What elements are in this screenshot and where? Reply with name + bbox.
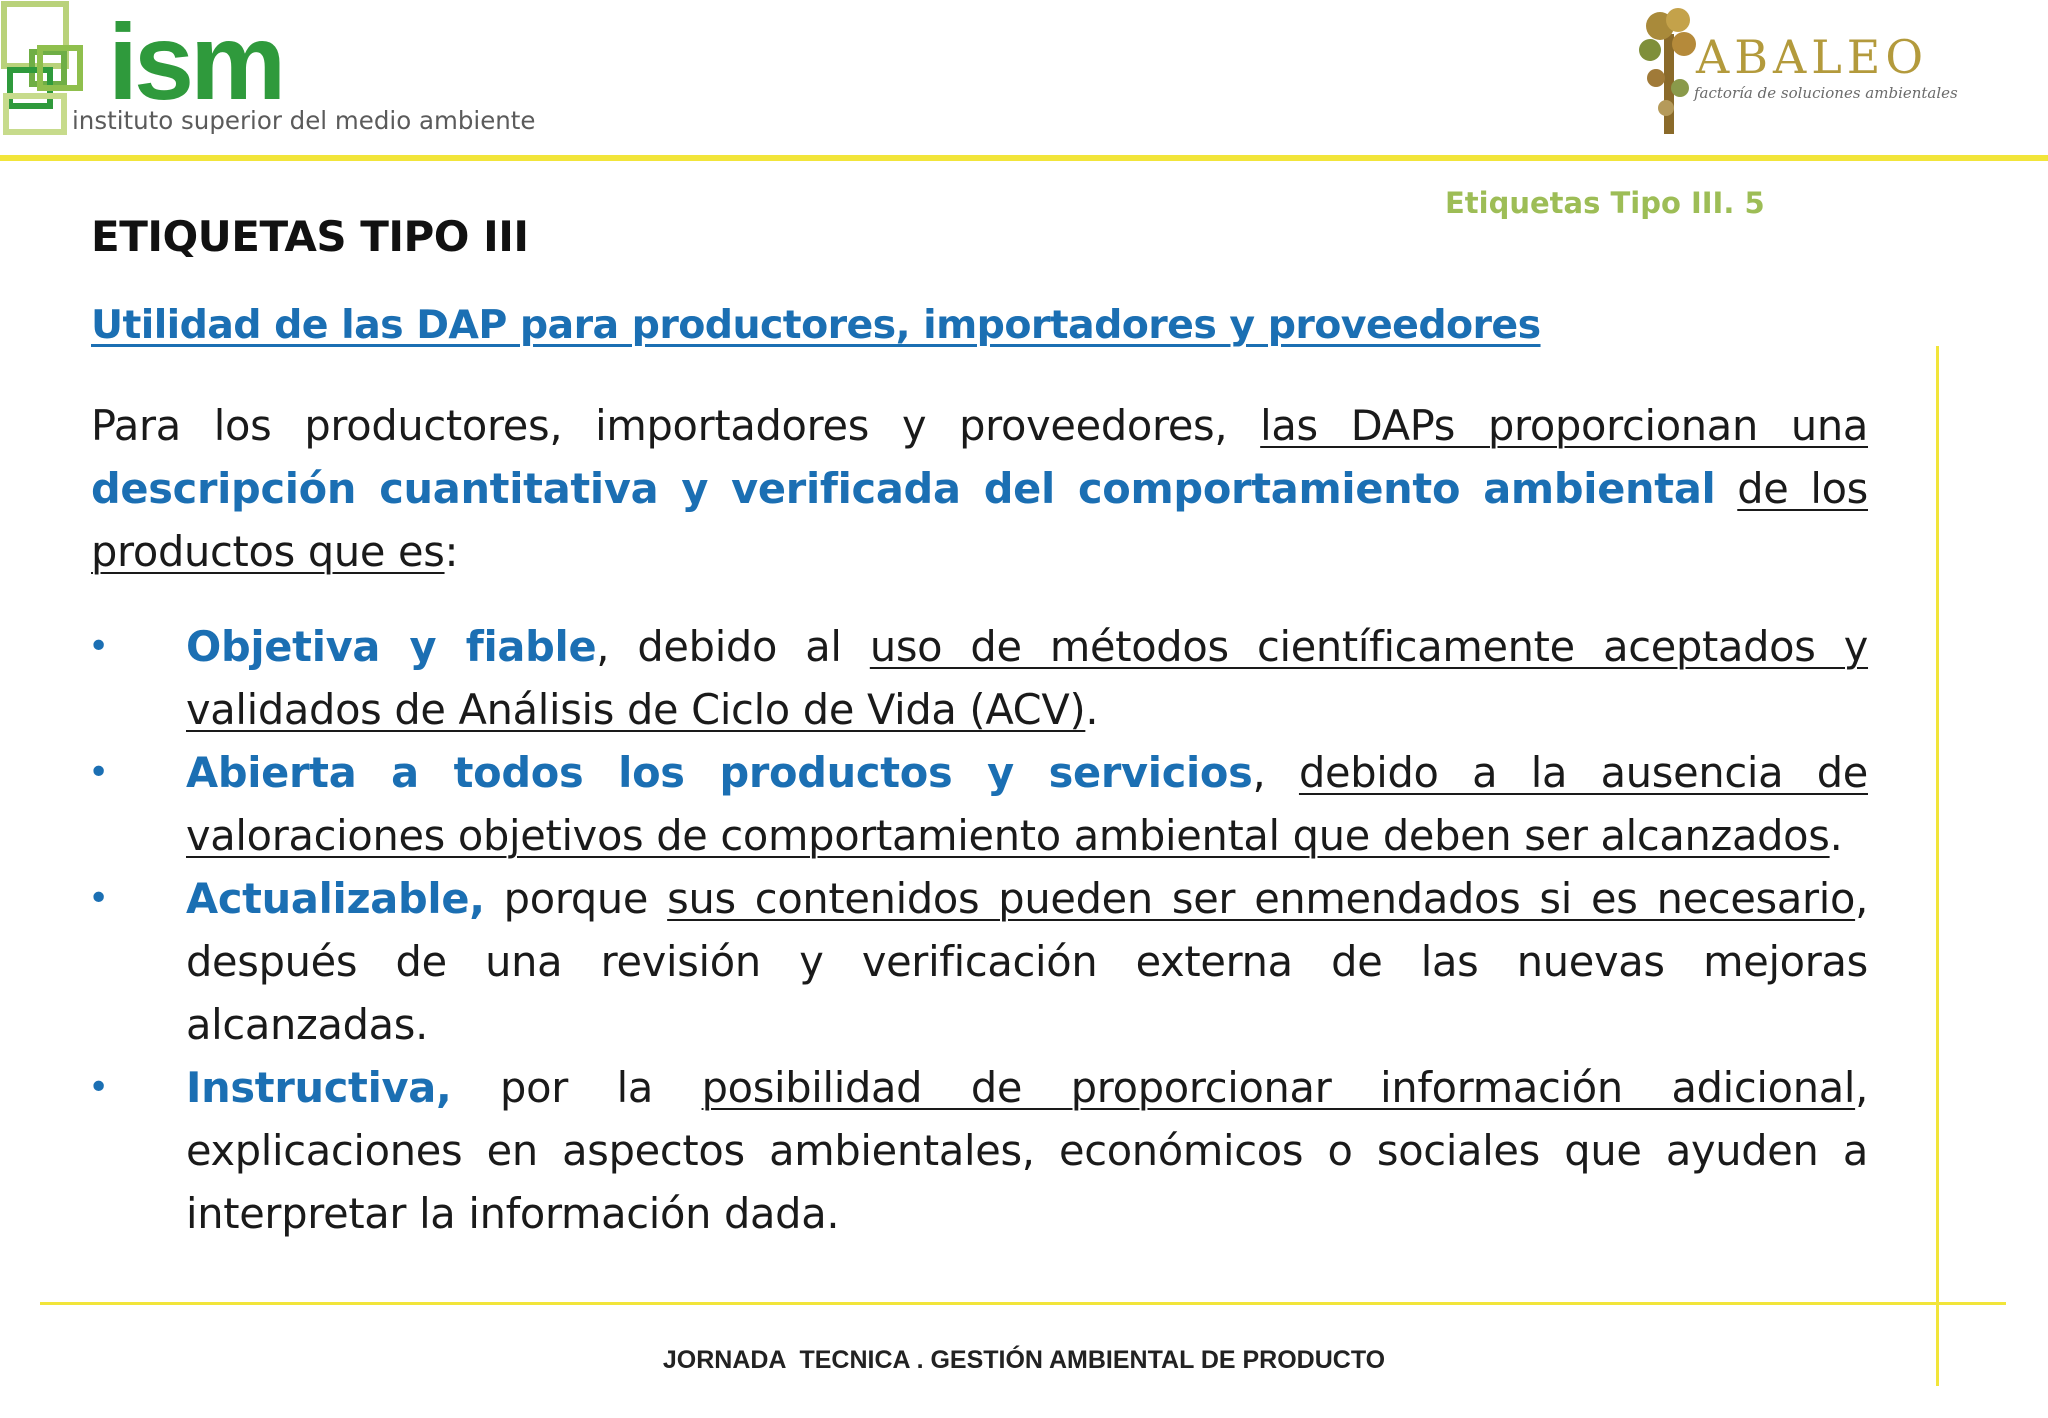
right-border-line	[1936, 346, 1939, 1386]
list-item	[0, 741, 2048, 867]
bullet-underlined: posibilidad de proporcionar información adicional	[701, 1063, 1856, 1112]
list-item	[0, 867, 2048, 1056]
bullet-list	[0, 615, 2048, 1245]
intro-underlined-text: de los productos que es	[91, 464, 1868, 576]
bullet-text: Abierta a todos los productos y servicios, debido a la ausencia de valoraciones objetivos de comportamiento ambiental que deben ser alcanzados.	[186, 748, 1868, 860]
ism-logo	[0, 0, 540, 145]
slide-title: ETIQUETAS TIPO III	[91, 212, 529, 261]
bullet-text: Objetiva y fiable, debido al uso de métodos científicamente aceptados y validados de Análisis de Ciclo de Vida (ACV).	[186, 622, 1869, 734]
intro-paragraph: Para los productores, importadores y proveedores, las DAPs proporcionan una descripción cuantitativa y verificada del comportamiento ambiental de los productos que es:	[91, 401, 1868, 576]
bullet-bold: Instructiva,	[186, 1063, 452, 1112]
bullet-icon: •	[88, 626, 110, 667]
bullet-bold: Objetiva y fiable	[186, 622, 597, 671]
footer-divider	[40, 1302, 2006, 1305]
bullet-bold: Abierta a todos los productos y servicios	[186, 748, 1253, 797]
bullet-text: Instructiva, por la posibilidad de proporcionar información adicional, explicaciones en aspectos ambientales, económicos o sociales que ayuden a interpretar la información dada.	[186, 1063, 1868, 1238]
intro-text: Para los productores, importadores y proveedores,	[91, 401, 1261, 450]
bullet-text: Actualizable, porque sus contenidos pueden ser enmendados si es necesario, después de una revisión y verificación externa de las nuevas mejoras alcanzadas.	[186, 874, 1868, 1049]
header-divider	[0, 155, 2048, 161]
bullet-underlined: uso de métodos científicamente aceptados y validados de Análisis de Ciclo de Vida (ACV)	[186, 622, 1869, 734]
intro-underlined-text: las DAPs proporcionan una	[1260, 401, 1868, 450]
list-item	[0, 615, 2048, 741]
list-item	[0, 1056, 2048, 1245]
bullet-icon: •	[88, 1067, 110, 1108]
intro-highlight: descripción cuantitativa y verificada del comportamiento ambiental	[91, 464, 1716, 513]
ism-logo-subtitle: instituto superior del medio ambiente	[72, 106, 536, 135]
abaleo-logo-tagline: factoría de soluciones ambientales	[1694, 84, 1958, 102]
bullet-underlined: sus contenidos pueden ser enmendados si es necesario	[667, 874, 1856, 923]
abaleo-logo-text: ABALEO	[1696, 30, 1929, 84]
slide-subtitle: Utilidad de las DAP para productores, importadores y proveedores	[91, 302, 1541, 348]
footer-text: JORNADA TECNICA . GESTIÓN AMBIENTAL DE PRODUCTO	[662, 1346, 1386, 1374]
slide-number: Etiquetas Tipo III. 5	[1445, 186, 1765, 220]
bullet-underlined: debido a la ausencia de valoraciones objetivos de comportamiento ambiental que deben ser alcanzados	[186, 748, 1868, 860]
ism-logo-text: ism	[108, 1, 283, 122]
abaleo-logo	[1630, 4, 2048, 144]
bullet-bold: Actualizable,	[186, 874, 485, 923]
bullet-icon: •	[88, 878, 110, 919]
bullet-icon: •	[88, 752, 110, 793]
